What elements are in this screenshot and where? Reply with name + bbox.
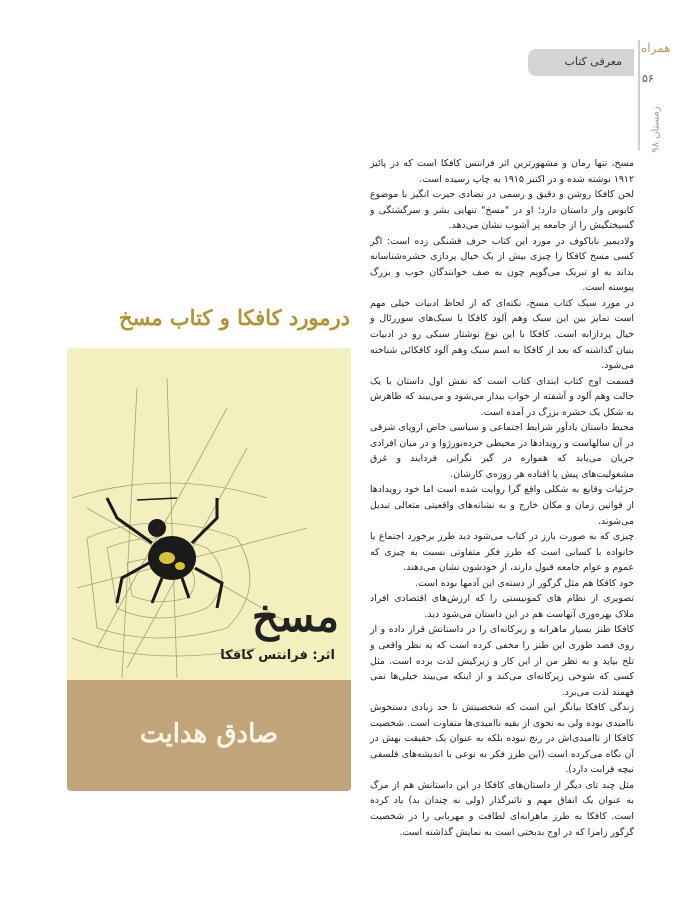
book-translator: صادق هدایت xyxy=(139,719,279,749)
paragraph: زندگی کافکا بیانگر این است که شخصیتش تا حد زیادی دستخوش ناامیدی بوده ولی به نحوی از بقیه ناامیدی‌ها متفاوت است. شخصیت کافکا از ناامیدی‌اش در رنج نبوده بلکه به عنوان یک حقیقت بهش در آن نگاه می‌کرده است (این طرز فکر به نوعی با اندیشه‌های فلسفی نیچه قرابت دارد). xyxy=(370,702,634,776)
spider-icon xyxy=(107,498,222,608)
header-divider xyxy=(638,40,640,150)
paragraph: تصویری از نظام های کمونیستی را که ارزش‌های اقتصادی افراد ملاک بهره‌وری آنهاست هم در این داستان می‌شود دید. xyxy=(370,593,634,620)
paragraph: محیط داستان یادآور شرایط اجتماعی و سیاسی خاص اروپای شرقی در آن سالهاست و رویدادها در محیطی خرده‌بورژوا و در میان افرادی جریان می‌یابد که همواره در گیر نگرانی فردایند و غرق مشغولیت‌های پیش پا افتاده هر روزه‌ی کارشان. xyxy=(370,422,634,480)
paragraph: مثل چند تای دیگر از داستان‌های کافکا در این داستانش هم از مرگ به عنوان یک اتفاق مهم و تاثیرگذار (ولی نه چندان بد) یاد کرده است. کافکا به طرز ماهرانه‌ای لطافت و مهربانی را در شخصیت گرگور زامزا که در اوج بدبختی است به نمایش گذاشته است. xyxy=(370,779,634,838)
issue-label: زمستان ۹۸ xyxy=(650,106,662,153)
paragraph: جزئیات وقایع به شکلی واقع گرا روایت شده است اما خود رویدادها از قوانین زمان و مکان خارج و به نشانه‌های واقعیتی متعالی تبدیل می‌شوند. xyxy=(370,484,634,527)
article-title: درمورد کافکا و کتاب مسخ xyxy=(119,305,350,330)
paragraph: کافکا طنز بسیار ماهرانه و زیرکانه‌ای را در داستانش قرار داده و از روی قصد طوری این طنز را مخفی کرده است که به نظر واقعی و تلخ بیاید و به نظر من از این کار و زیرکیش لذت برده است. مثل کسی که شوخی زیرکانه‌ای می‌کند و از اینکه می‌بیند خیلی‌ها نمی فهمند لذت می‌برد. xyxy=(370,624,634,698)
paragraph: چیزی که به صورت بارز در کتاب می‌شود دید طرز برخورد اجتماع یا خانواده با کسانی است که طرز فکر متفاوتی نسبت به چیزی که عموم و عوام جامعه قبول دارند، از خودشون نشان می‌دهند. xyxy=(370,531,634,574)
paragraph: قسمت اوج کتاب ابتدای کتاب است که نقش اول داستان با یک حالت وهم آلود و آشفته از خواب بیدار می‌شود و می‌بیند که ظاهرش به شکل یک حشره بزرگ در آمده است. xyxy=(370,375,634,418)
paragraph: ولادیمیر ناباکوف در مورد این کتاب حرف قشنگی زده است: اگر کسی مسخ کافکا را چیزی بیش از یک خیال پردازی حشره‌شناسانه بداند به او تبریک می‌گویم چون به صف خوانندگان خوب و بزرگ پیوسته است. xyxy=(370,235,634,294)
page-number: ۵۶ xyxy=(642,72,654,85)
book-cover-image xyxy=(67,348,351,791)
book-title: مسخ xyxy=(251,592,339,641)
paragraph: لحن کافکا روشن و دقیق و رسمی در تضادی حیرت انگیز با موضوع کابوس وار داستان دارد؛ او در "مسخ" تنهایی بشر و سرگشتگی و گسیختگیش را از جامعه پر آشوب نشان می‌دهد. xyxy=(370,189,634,232)
paragraph: خود کافکا هم مثل گرگور از دسته‌ی این آدمها بوده است. xyxy=(415,577,634,589)
paragraph: مسخ، تنها رمان و مشهورترین اثر فرانتس کافکا است که در پائیز ۱۹۱۲ نوشته شده و در اکتبر ۱۹۱۵ به چاپ رسیده است. xyxy=(370,158,634,185)
section-label: معرفی کتاب xyxy=(564,55,622,68)
paragraph: در مورد سبک کتاب مسخ، نکته‌ای که از لحاظ ادبیات خیلی مهم است تمایز بین این سبک وهم آلود کافکا با سبک‌های سوررئال و خیال پردازانه است. کافکا با این نوع نوشتار سبکی رو در ادبیات بنیان گذاشته که بعد از کافکا به اسم سبک وهم آلود کافکائی شناخته می‌شود. xyxy=(370,297,634,372)
article-body xyxy=(370,156,634,840)
magazine-logo: همراه xyxy=(641,41,671,55)
book-author: اثر: فرانتس کافکا xyxy=(220,648,335,663)
section-tab xyxy=(528,49,634,76)
